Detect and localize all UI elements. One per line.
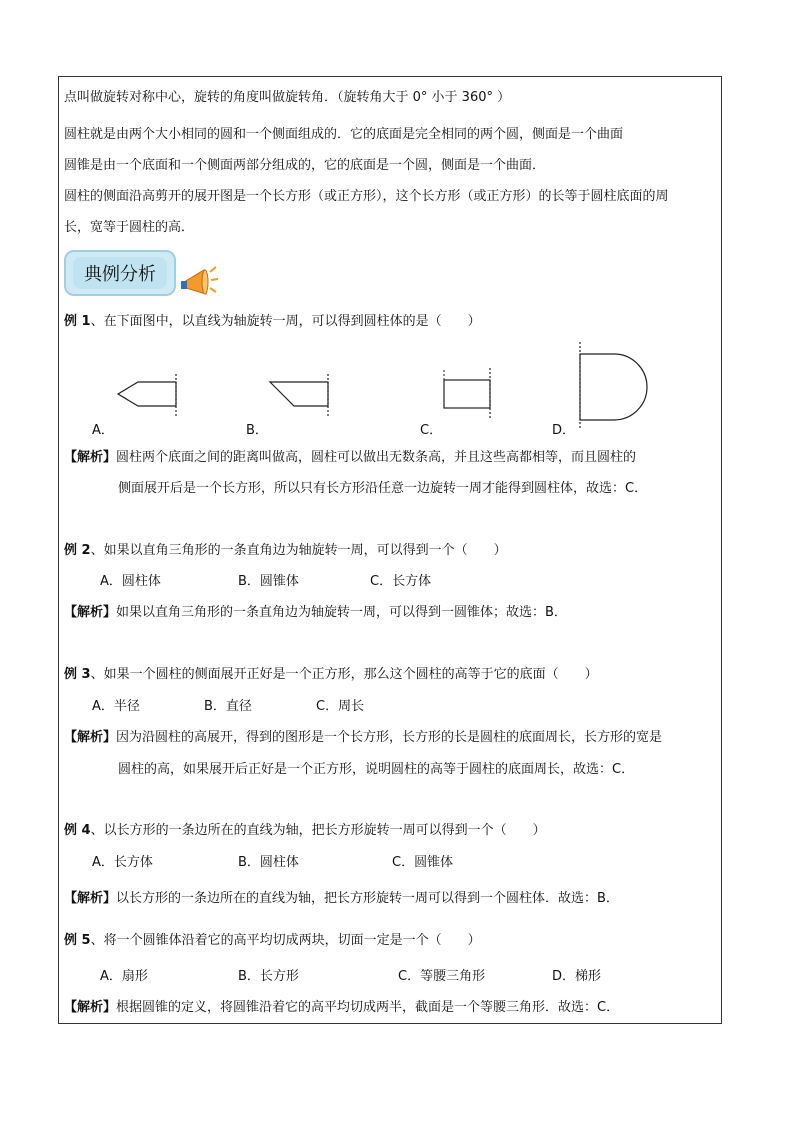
example-3-analysis-cont: 圆柱的高，如果展开后正好是一个正方形，说明圆柱的高等于圆柱的底面周长，故选：C． bbox=[118, 762, 635, 777]
example-3-label: 例 3 bbox=[64, 667, 91, 682]
section-title: 典例分析 bbox=[73, 257, 167, 289]
example-1-option-c: C． bbox=[420, 423, 443, 438]
example-4-question: 例 4、以长方形的一条边所在的直线为轴，把长方形旋转一周可以得到一个（ ） bbox=[64, 823, 546, 838]
example-5-option-d: D．梯形 bbox=[552, 969, 602, 984]
example-3-question: 例 3、如果一个圆柱的侧面展开正好是一个正方形，那么这个圆柱的高等于它的底面（ ） bbox=[64, 667, 598, 682]
analysis-tag: 【解析】 bbox=[64, 891, 117, 906]
example-4-label: 例 4 bbox=[64, 823, 91, 838]
figure-d bbox=[574, 340, 648, 430]
intro-line-4: 圆柱的侧面沿高剪开的展开图是一个长方形（或正方形），这个长方形（或正方形）的长等于圆柱底面的周 bbox=[64, 189, 669, 204]
example-5-option-b: B．长方形 bbox=[238, 969, 299, 984]
example-1-analysis-cont: 侧面展开后是一个长方形，所以只有长方形沿任意一边旋转一周才能得到圆柱体，故选：C． bbox=[118, 481, 648, 496]
example-5-analysis: 【解析】根据圆锥的定义，将圆锥沿着它的高平均切成两半，截面是一个等腰三角形．故选：C． bbox=[64, 1000, 620, 1015]
figure-b bbox=[264, 370, 336, 420]
example-5-option-c: C．等腰三角形 bbox=[398, 969, 486, 984]
analysis-tag: 【解析】 bbox=[64, 605, 117, 620]
example-5-question: 例 5、将一个圆锥体沿着它的高平均切成两块，切面一定是一个（ ） bbox=[64, 933, 481, 948]
example-2-option-b: B．圆锥体 bbox=[238, 574, 299, 589]
example-3-option-c: C．周长 bbox=[316, 699, 365, 714]
example-4-analysis: 【解析】以长方形的一条边所在的直线为轴，把长方形旋转一周可以得到一个圆柱体．故选：B． bbox=[64, 891, 619, 906]
example-1-question: 例 1、在下面图中，以直线为轴旋转一周，可以得到圆柱体的是（ ） bbox=[64, 314, 481, 329]
example-4-option-a: A．长方体 bbox=[92, 855, 153, 870]
figure-a bbox=[110, 370, 182, 420]
section-banner bbox=[64, 250, 176, 296]
example-1-option-d: D． bbox=[552, 423, 576, 438]
analysis-tag: 【解析】 bbox=[64, 450, 117, 465]
intro-line-1: 点叫做旋转对称中心，旋转的角度叫做旋转角．（旋转角大于 0° 小于 360° ） bbox=[64, 90, 511, 105]
example-2-option-c: C．长方体 bbox=[370, 574, 432, 589]
example-5-label: 例 5 bbox=[64, 933, 91, 948]
example-2-question: 例 2、如果以直角三角形的一条直角边为轴旋转一周，可以得到一个（ ） bbox=[64, 543, 507, 558]
example-1-label: 例 1 bbox=[64, 314, 91, 329]
intro-line-3: 圆锥是由一个底面和一个侧面两部分组成的，它的底面是一个圆，侧面是一个曲面． bbox=[64, 158, 546, 173]
example-2-label: 例 2 bbox=[64, 543, 91, 558]
example-3-analysis: 【解析】因为沿圆柱的高展开，得到的图形是一个长方形，长方形的长是圆柱的底面周长，长方形的宽是 bbox=[64, 730, 663, 745]
analysis-tag: 【解析】 bbox=[64, 1000, 117, 1015]
example-3-option-b: B．直径 bbox=[204, 699, 252, 714]
example-1-analysis: 【解析】圆柱两个底面之间的距离叫做高，圆柱可以做出无数条高，并且这些高都相等，而且圆柱的 bbox=[64, 450, 637, 465]
example-1-option-a: A． bbox=[92, 423, 114, 438]
example-4-option-c: C．圆锥体 bbox=[392, 855, 454, 870]
intro-line-5: 长，宽等于圆柱的高． bbox=[64, 220, 195, 235]
example-2-option-a: A．圆柱体 bbox=[100, 574, 161, 589]
megaphone-icon bbox=[178, 262, 220, 300]
analysis-tag: 【解析】 bbox=[64, 730, 117, 745]
example-4-option-b: B．圆柱体 bbox=[238, 855, 299, 870]
example-3-option-a: A．半径 bbox=[92, 699, 140, 714]
example-1-option-b: B． bbox=[246, 423, 268, 438]
figure-c bbox=[438, 366, 498, 422]
example-2-analysis: 【解析】如果以直角三角形的一条直角边为轴旋转一周，可以得到一圆锥体；故选：B． bbox=[64, 605, 567, 620]
example-5-option-a: A．扇形 bbox=[100, 969, 148, 984]
intro-line-2: 圆柱就是由两个大小相同的圆和一个侧面组成的．它的底面是完全相同的两个圆，侧面是一个曲面 bbox=[64, 127, 624, 142]
